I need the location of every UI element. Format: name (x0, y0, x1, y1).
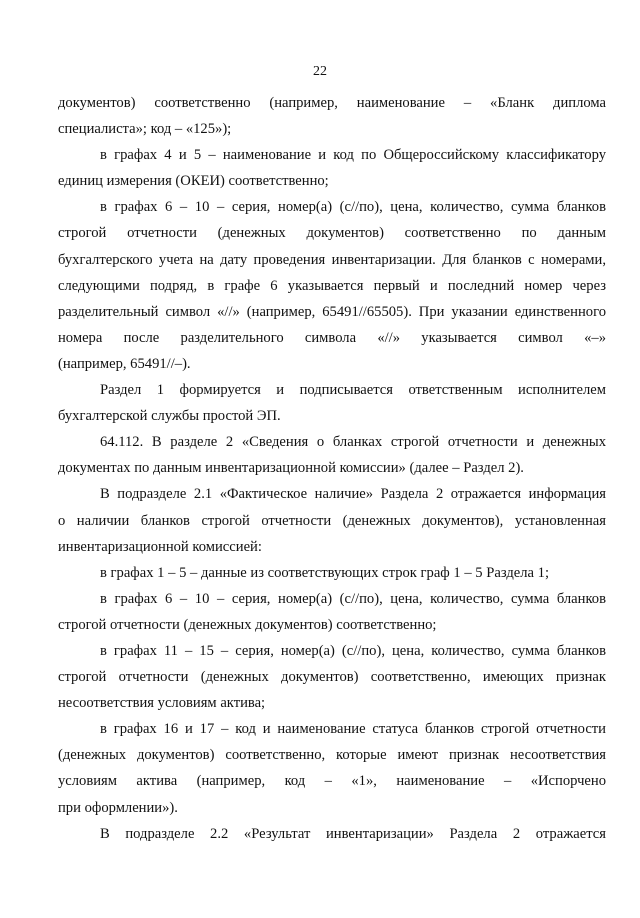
text-line: строгой отчетности (денежных документов) соответственно; (58, 616, 437, 633)
text-line: в графах 11 – 15 – серия, номер(а) (с//по), цена, количество, сумма бланков (100, 642, 606, 659)
text-line: документов) соответственно (например, наименование – «Бланк диплома (58, 95, 606, 111)
text-line: в графах 6 – 10 – серия, номер(а) (с//по), цена, количество, сумма бланков (100, 590, 606, 607)
document-body (58, 90, 606, 847)
text-line: условиям актива (например, код – «1», наименование – «Испорчено (58, 773, 606, 790)
text-line: следующими подряд, в графе 6 указывается первый и последний номер через (58, 277, 606, 294)
text-line: при оформлении»). (58, 799, 178, 816)
text-line: в графах 1 – 5 – данные из соответствующих строк граф 1 – 5 Раздела 1; (100, 564, 549, 581)
text-line: в графах 16 и 17 – код и наименование статуса бланков строгой отчетности (100, 721, 606, 738)
text-line: единиц измерения (ОКЕИ) соответственно; (58, 173, 329, 190)
text-line: (денежных документов) соответственно, которые имеют признак несоответствия (58, 747, 606, 764)
text-line: Раздел 1 формируется и подписывается ответственным исполнителем (100, 382, 606, 399)
page-number: 22 (313, 64, 327, 79)
text-line: 64.112. В разделе 2 «Сведения о бланках строгой отчетности и денежных (100, 434, 606, 451)
text-line: В подразделе 2.2 «Результат инвентаризации» Раздела 2 отражается (100, 825, 606, 842)
text-line: документах по данным инвентаризационной комиссии» (далее – Раздел 2). (58, 460, 524, 477)
text-line: в графах 4 и 5 – наименование и код по Общероссийскому классификатору (100, 147, 606, 164)
text-line: специалиста»; код – «125»); (58, 121, 232, 138)
text-line: номера после разделительного символа «//» указывается символ «–» (58, 329, 606, 346)
text-line: бухгалтерского учета на дату проведения инвентаризации. Для бланков с номерами, (58, 251, 606, 268)
text-line: о наличии бланков строгой отчетности (денежных документов), установленная (58, 512, 606, 529)
text-line: строгой отчетности (денежных документов) соответственно по данным (58, 225, 606, 242)
text-line: разделительный символ «//» (например, 65491//65505). При указании единственного (58, 303, 606, 320)
text-line: бухгалтерской службы простой ЭП. (58, 408, 281, 425)
text-line: В подразделе 2.1 «Фактическое наличие» Раздела 2 отражается информация (100, 486, 606, 503)
text-line: инвентаризационной комиссией: (58, 538, 262, 555)
text-line: (например, 65491//–). (58, 355, 191, 372)
text-line: несоответствия условиям актива; (58, 695, 266, 712)
text-line: в графах 6 – 10 – серия, номер(а) (с//по), цена, количество, сумма бланков (100, 199, 606, 216)
text-line: строгой отчетности (денежных документов) соответственно, имеющих признак (58, 669, 606, 686)
text-block (58, 90, 606, 847)
